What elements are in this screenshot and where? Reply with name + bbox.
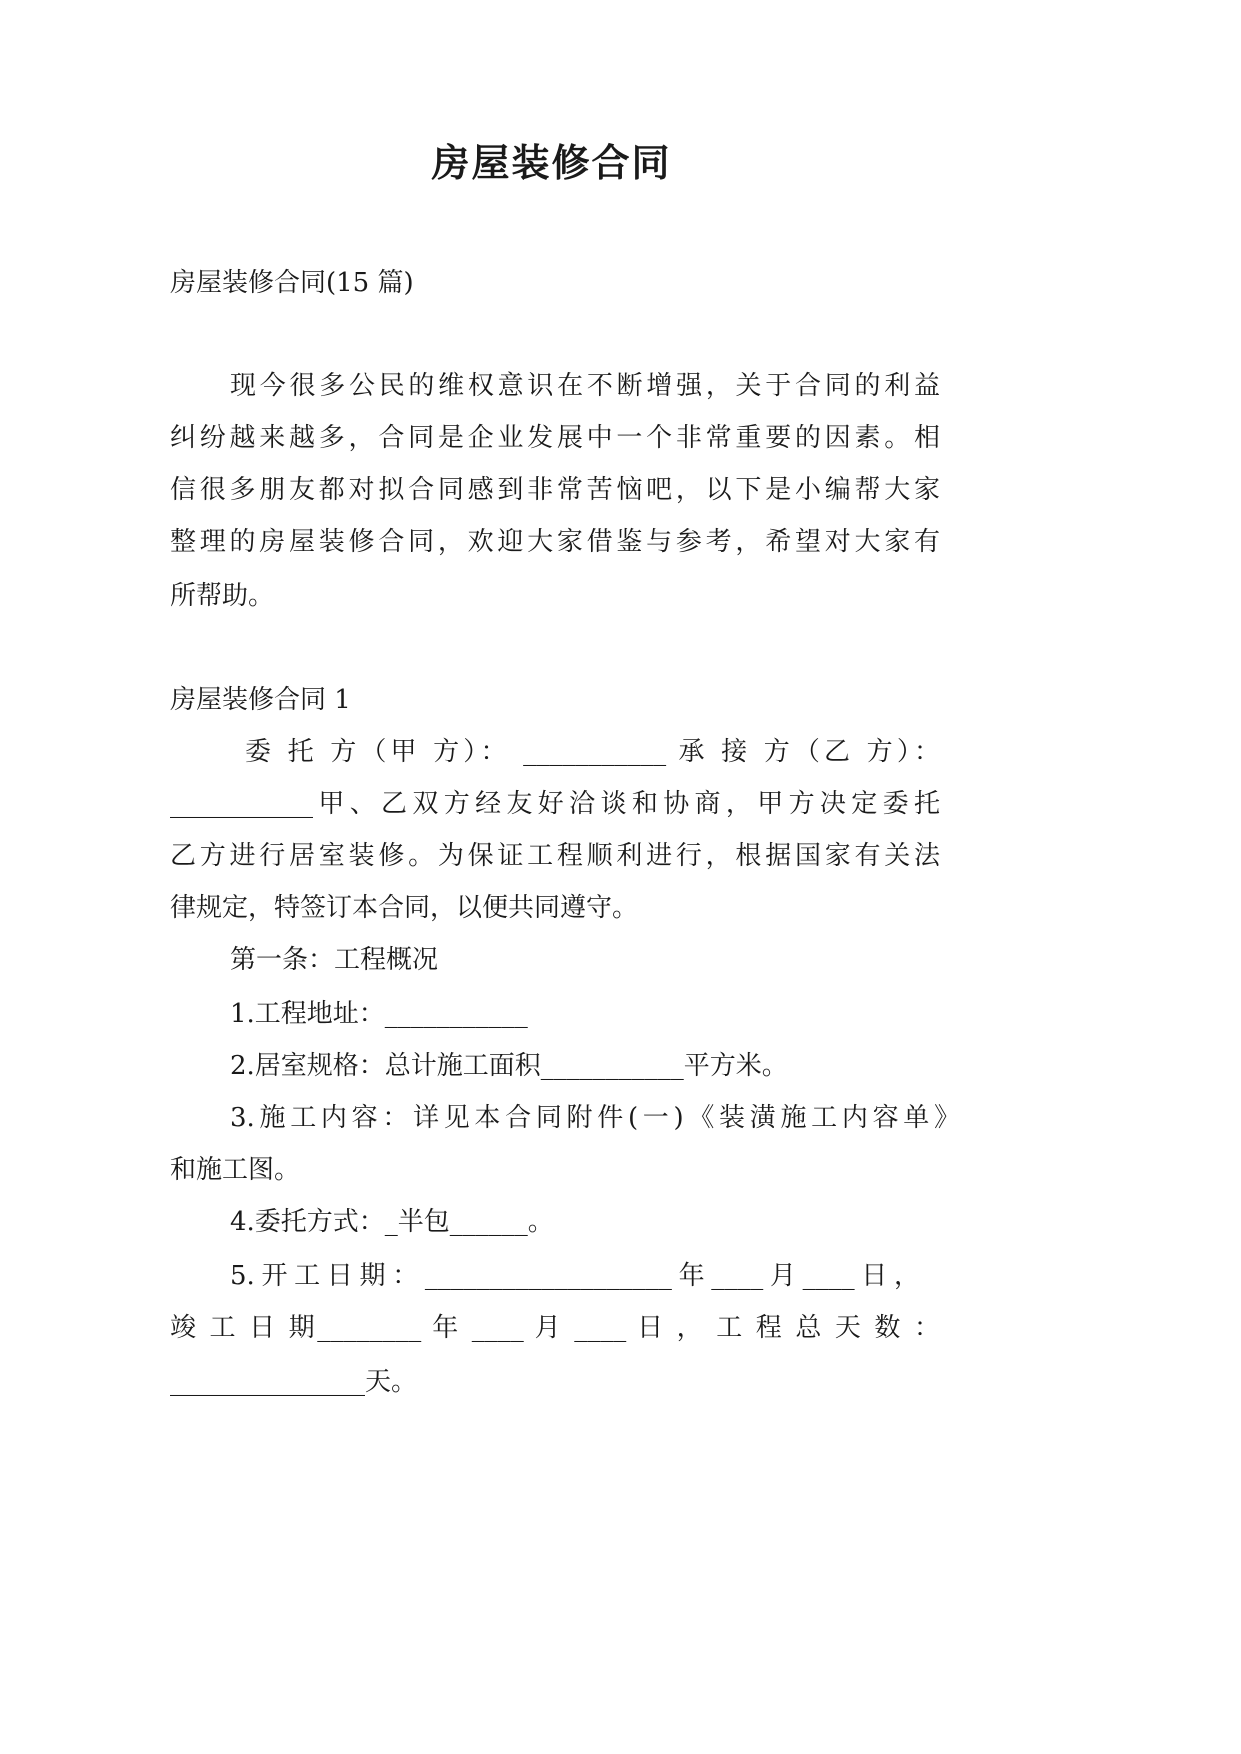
contract-line: 乙方进行居室装修。为保证工程顺利进行，根据国家有关法 [170, 841, 940, 871]
contract-heading: 房屋装修合同 1 [170, 685, 351, 715]
contract-item: 3.施工内容：详见本合同附件(一)《装潢施工内容单》 [230, 1103, 960, 1133]
contract-line: 竣 工 日 期________ 年 ____ 月 ____ 日 ， 工 程 总 天 数 ： [170, 1313, 940, 1343]
contract-line: 委 托 方（甲 方）： ___________ 承 接 方（乙 方）： [245, 737, 940, 767]
intro-line: 信很多朋友都对拟合同感到非常苦恼吧，以下是小编帮大家 [170, 475, 940, 505]
intro-line: 现今很多公民的维权意识在不断增强，关于合同的利益 [230, 371, 940, 401]
contract-line: _______________天。 [170, 1367, 418, 1397]
contract-line: 律规定，特签订本合同，以便共同遵守。 [170, 893, 639, 923]
document-subtitle: 房屋装修合同(15 篇) [170, 268, 414, 298]
contract-item: 2.居室规格：总计施工面积___________平方米。 [230, 1051, 788, 1081]
contract-line: ___________甲、乙双方经友好洽谈和协商，甲方决定委托 [170, 789, 940, 819]
document-title: 房屋装修合同 [431, 141, 672, 185]
article-heading: 第一条：工程概况 [230, 945, 439, 975]
contract-item: 1.工程地址：___________ [230, 999, 528, 1029]
contract-line: 和施工图。 [170, 1155, 301, 1185]
contract-item: 4.委托方式：_半包______。 [230, 1207, 554, 1237]
intro-line: 整理的房屋装修合同，欢迎大家借鉴与参考，希望对大家有 [170, 527, 940, 557]
intro-line: 所帮助。 [170, 581, 275, 611]
intro-line: 纠纷越来越多，合同是企业发展中一个非常重要的因素。相 [170, 423, 940, 453]
contract-item: 5.开工日期：___________________年____月____日， [230, 1261, 920, 1291]
